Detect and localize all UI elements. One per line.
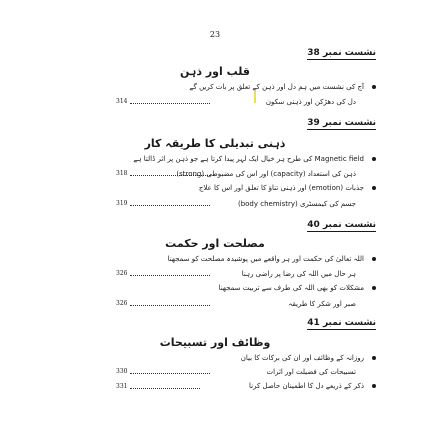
reference-text: ذہن کی استعداد (capacity) اور اس کی مضبوطی (strong)	[176, 170, 356, 178]
session-heading-41: نشست نمبر 41	[307, 318, 376, 328]
item-text: ذکر کے ذریعے دل کا اطمینان حاصل کرنا	[249, 382, 364, 390]
item-text: آج کی نشست میں ہم دل اور ذہن کے تعلق پر بات کریں گے	[189, 83, 364, 91]
reference-line	[116, 168, 356, 180]
section-title-litanies: وظائف اور تسبیحات	[159, 336, 271, 349]
reference-line	[116, 381, 216, 393]
section-title-wisdom: مصلحت اور حکمت	[165, 237, 265, 250]
list-item	[116, 253, 376, 267]
reference-page: 331	[116, 383, 128, 390]
reference-text: تسبیحات کی فضیلت اور اثرات	[266, 368, 356, 376]
item-text: روزانہ کے وظائف اور ان کی برکات کا بیان	[240, 354, 364, 362]
leader-dots	[130, 275, 210, 276]
reference-line	[116, 268, 356, 280]
leader-dots	[130, 205, 210, 206]
reference-page: 326	[116, 270, 128, 277]
item-text: جذبات (emotion) اور ذہنی تناؤ کا تعلق اور اس کا علاج	[198, 184, 364, 192]
bullet-icon	[372, 157, 376, 161]
list-item	[116, 282, 376, 296]
reference-page: 314	[116, 98, 128, 105]
section-title-heart-and-mind: قلب اور ذہن	[180, 65, 250, 78]
reference-page: 319	[116, 200, 128, 207]
reference-text: دل کی دھڑکن اور ذہنی سکون	[265, 98, 356, 106]
list-item	[116, 153, 376, 167]
item-text: Magnetic field کی طرح ہر خیال ایک لہر پیدا کرتا ہے جو ذہن پر اثر ڈالتا ہے	[133, 155, 364, 163]
bullet-icon	[372, 257, 376, 261]
item-text: مشکلات کو بھی اللہ کی طرف سے تربیت سمجھنا	[218, 284, 364, 292]
leader-dots	[130, 373, 210, 374]
session-heading-40: نشست نمبر 40	[307, 220, 376, 230]
bullet-icon	[372, 286, 376, 290]
session-heading-38: نشست نمبر 38	[307, 48, 376, 58]
reference-page: 318	[116, 170, 128, 177]
bullet-icon	[372, 186, 376, 190]
session-heading-39: نشست نمبر 39	[307, 118, 376, 128]
list-item	[116, 352, 376, 366]
bullet-icon	[372, 384, 376, 388]
bullet-icon	[372, 85, 376, 89]
leader-dots	[130, 388, 200, 389]
list-item	[116, 81, 376, 95]
leader-dots	[130, 305, 210, 306]
list-item	[116, 182, 376, 196]
page-number: 23	[209, 30, 221, 39]
section-title-mental-change: ذہنی تبدیلی کا طریقہ کار	[144, 137, 286, 150]
reference-text: ہر حال میں اللہ کی رضا پر راضی رہنا	[241, 270, 356, 278]
bullet-icon	[372, 356, 376, 360]
reference-line	[116, 198, 356, 210]
reference-page: 330	[116, 368, 128, 375]
reference-text: جسم کی کیمسٹری (body chemistry)	[237, 200, 356, 208]
leader-dots	[130, 103, 210, 104]
reference-text: صبر اور شکر کا طریقہ	[288, 300, 356, 308]
reference-line	[116, 298, 356, 310]
highlight-mark	[254, 91, 256, 103]
reference-line	[116, 96, 356, 108]
reference-line	[116, 366, 356, 378]
item-text: اللہ تعالیٰ کی حکمت اور ہر واقعے میں پوشیدہ مصلحت کو سمجھنا	[167, 255, 364, 263]
reference-page: 326	[116, 300, 128, 307]
